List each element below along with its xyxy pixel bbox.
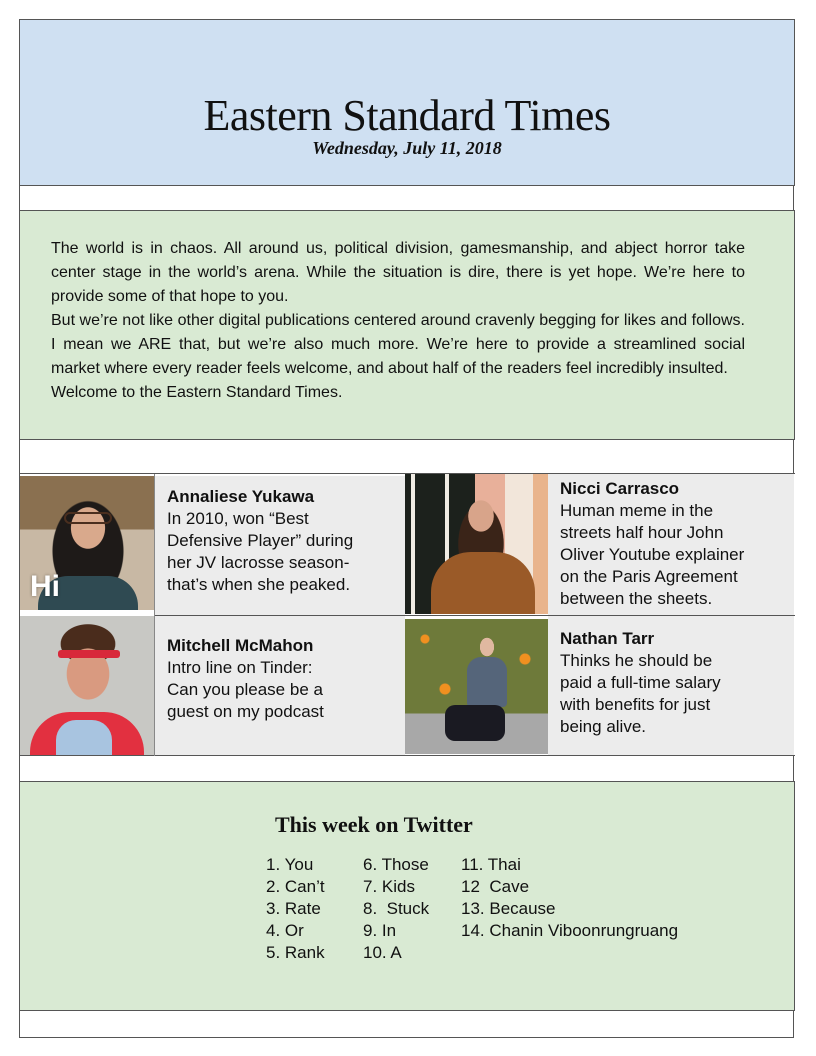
bio-line: her JV lacrosse season-	[167, 553, 350, 572]
twitter-list-item: 4. Or	[266, 921, 304, 940]
twitter-section	[19, 781, 795, 1011]
bio-card-nicci-carrasco	[548, 474, 794, 615]
bio-card-annaliese-yukawa	[155, 476, 405, 615]
avatar-nicci-carrasco	[405, 474, 548, 614]
twitter-list-item: 7. Kids	[363, 877, 415, 896]
twitter-list-item: 9. In	[363, 921, 397, 940]
masthead-section	[19, 19, 795, 186]
sweater-shape	[431, 552, 535, 614]
intro-paragraph: But we’re not like other digital publications centered around cravenly begging for likes and follows. I mean we ARE that, but we’re also much more. We’re here to provide a streamlined social market where every reader feels welcome, and about half of the readers feel incredibly insulted.	[51, 312, 745, 377]
intro-section	[19, 210, 795, 440]
bio-line: Thinks he should be	[560, 651, 713, 670]
pants-shape	[445, 705, 505, 741]
avatar-annaliese-yukawa	[20, 476, 154, 610]
staff-name: Annaliese Yukawa	[167, 487, 315, 506]
twitter-list-item: 5. Rank	[266, 943, 325, 962]
bio-line: Oliver Youtube explainer	[560, 545, 745, 564]
photo-caption-hi: Hi	[30, 570, 60, 603]
twitter-list-item: 3. Rate	[266, 899, 321, 918]
twitter-list-item: 8. Stuck	[363, 899, 430, 918]
bio-line: Human meme in the	[560, 501, 714, 520]
hoodie-shape	[467, 657, 507, 707]
masthead-title: Eastern Standard Times	[203, 91, 611, 140]
bio-line: Intro line on Tinder:	[167, 658, 313, 677]
bio-line: Can you please be a	[167, 680, 323, 699]
intro-text	[51, 237, 745, 405]
twitter-list-item: 13. Because	[461, 899, 556, 918]
bio-line: In 2010, won “Best	[167, 509, 309, 528]
twitter-list-item: 14. Chanin Viboonrungruang	[461, 921, 679, 940]
bio-line: being alive.	[560, 717, 647, 736]
staff-name: Nicci Carrasco	[560, 479, 680, 498]
bio-line: Defensive Player” during	[167, 531, 354, 550]
staff-name: Mitchell McMahon	[167, 636, 314, 655]
twitter-list-item: 6. Those	[363, 855, 429, 874]
avatar-nathan-tarr	[405, 619, 548, 754]
avatar-mitchell-mcmahon	[20, 616, 154, 755]
headband-shape	[58, 650, 120, 658]
staff-grid	[19, 473, 795, 756]
bio-card-nathan-tarr	[548, 616, 794, 755]
twitter-list-item: 12 Cave	[461, 877, 530, 896]
staff-name: Nathan Tarr	[560, 629, 655, 648]
bio-line: guest on my podcast	[167, 702, 324, 721]
dateline: Wednesday, July 11, 2018	[312, 138, 502, 158]
bio-line: between the sheets.	[560, 589, 713, 608]
twitter-list-column-3	[461, 854, 678, 942]
intro-paragraph: Welcome to the Eastern Standard Times.	[51, 384, 343, 401]
bio-line: streets half hour John	[560, 523, 724, 542]
twitter-list-item: 11. Thai	[461, 855, 521, 874]
twitter-section-title: This week on Twitter	[275, 812, 473, 837]
glasses-shape	[64, 512, 112, 524]
twitter-list-item: 10. A	[363, 943, 402, 962]
intro-paragraph: The world is in chaos. All around us, political division, gamesmanship, and abject horror take center stage in the world’s arena. While the situation is dire, there is yet hope. We’re here to provide some of that hope to you.	[51, 240, 745, 305]
bio-line: on the Paris Agreement	[560, 567, 738, 586]
bio-line: with benefits for just	[560, 695, 711, 714]
twitter-list-column-1	[266, 854, 325, 964]
twitter-list-item: 1. You	[266, 855, 314, 874]
bio-line: that’s when she peaked.	[167, 575, 351, 594]
twitter-list-column-2	[363, 854, 429, 964]
bio-line: paid a full-time salary	[560, 673, 721, 692]
shirt-panel-shape	[56, 720, 112, 755]
twitter-list-item: 2. Can’t	[266, 877, 325, 896]
bio-card-mitchell-mcmahon	[155, 616, 405, 755]
